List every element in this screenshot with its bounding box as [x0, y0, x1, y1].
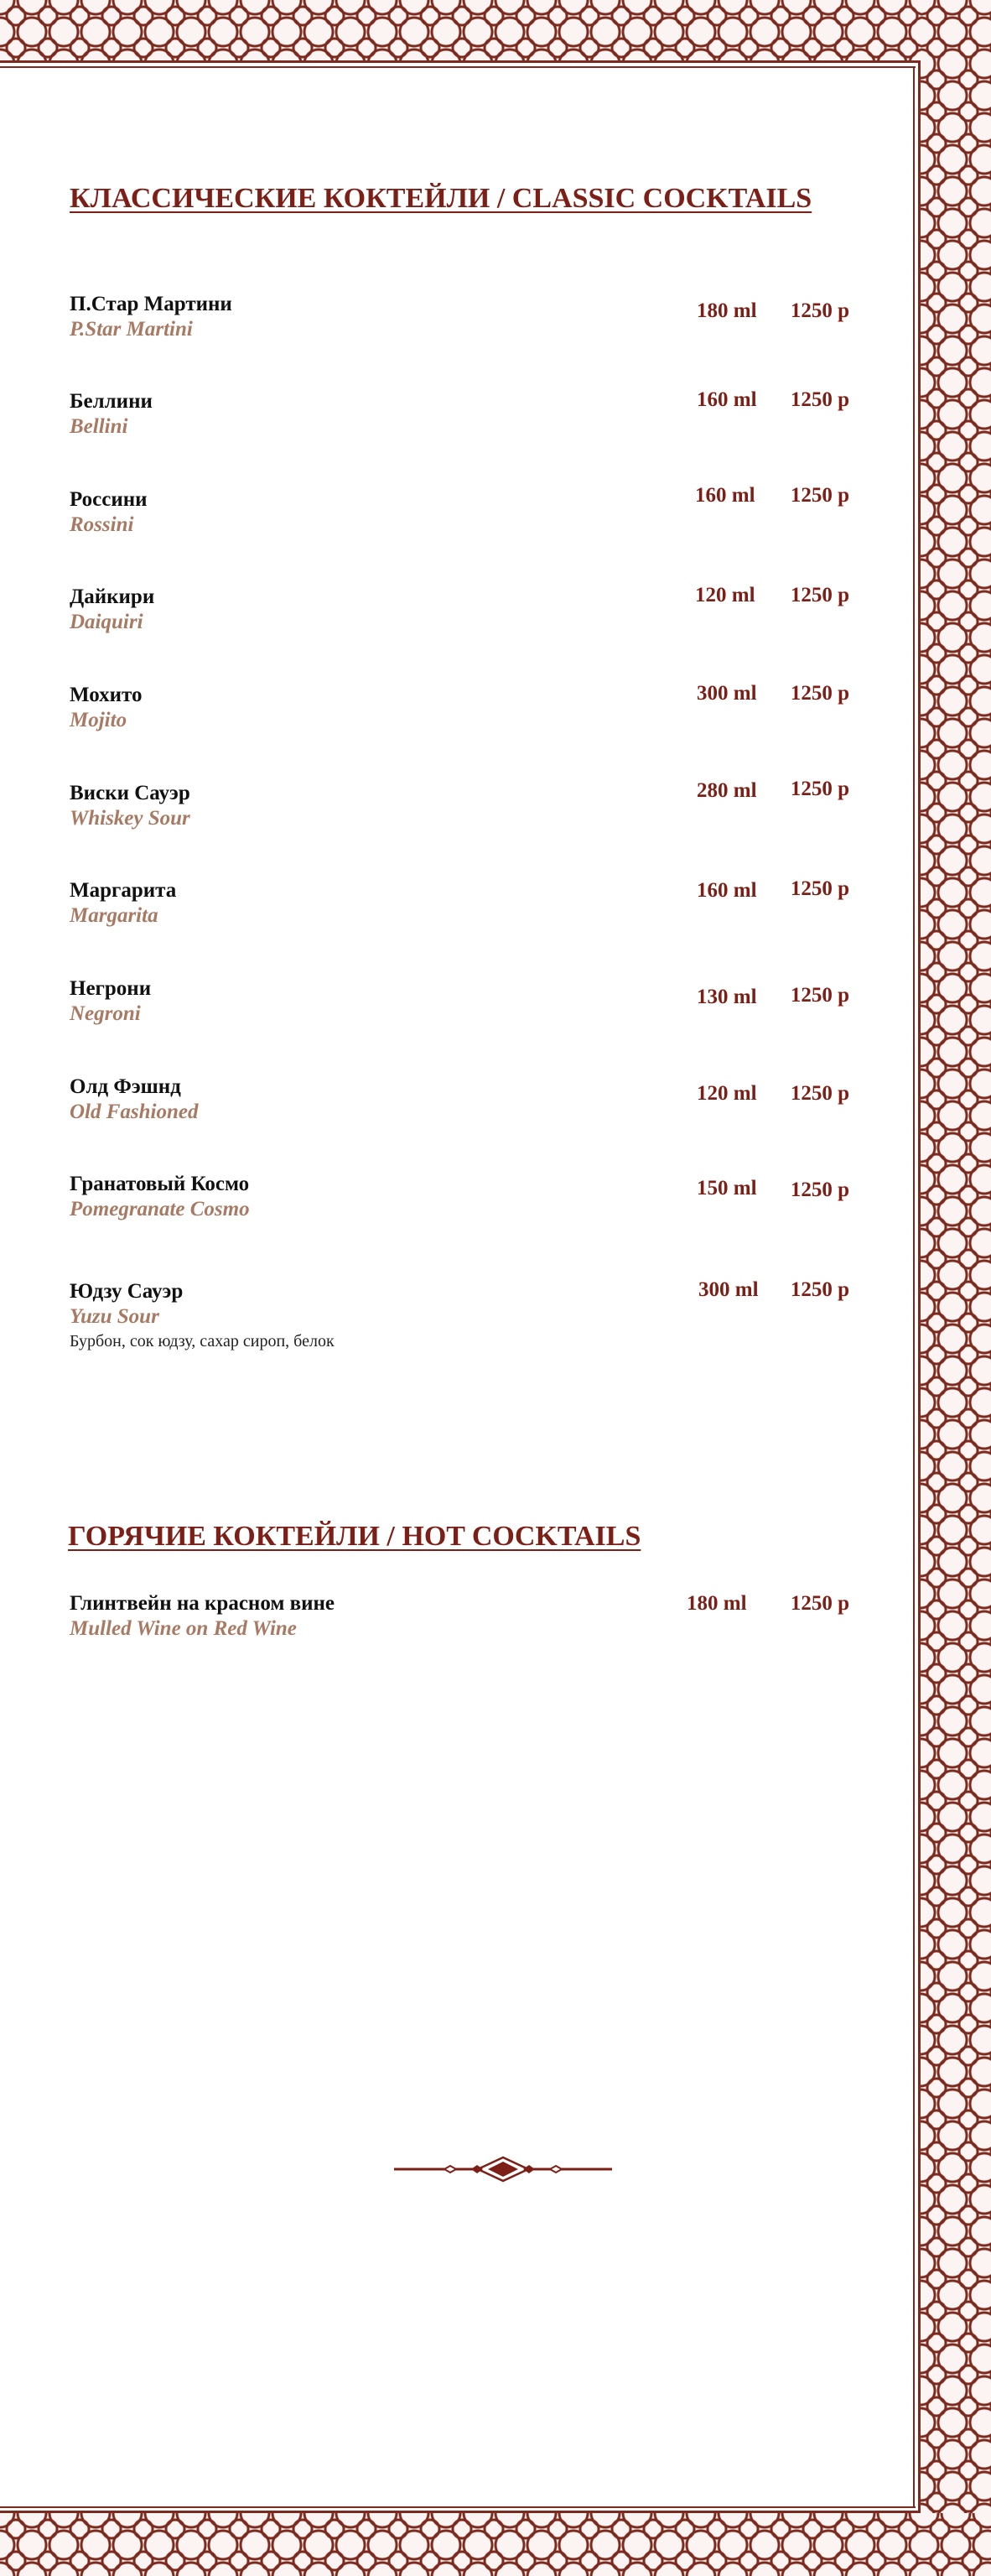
menu-item	[70, 976, 849, 1027]
item-price: 1250 р	[790, 877, 849, 900]
item-price: 1250 р	[790, 1082, 849, 1105]
item-name-en: Mojito	[70, 709, 127, 731]
item-name-ru: Мохито	[70, 684, 143, 706]
item-price: 1250 р	[790, 1592, 849, 1615]
item-name-ru: П.Стар Мартини	[70, 293, 232, 315]
border-line	[913, 66, 915, 2508]
item-name-ru: Олд Фэшнд	[70, 1075, 181, 1098]
menu-item	[70, 1172, 849, 1222]
border-line	[0, 60, 921, 63]
item-volume: 300 ml	[697, 682, 757, 705]
menu-item	[70, 1591, 849, 1642]
item-name-ru: Юдзу Сауэр	[70, 1280, 184, 1303]
ornamental-border-bottom	[0, 2513, 991, 2576]
item-volume: 120 ml	[697, 1082, 757, 1105]
item-volume: 120 ml	[695, 584, 755, 606]
item-volume: 300 ml	[698, 1278, 759, 1301]
item-price: 1250 р	[790, 484, 849, 507]
item-price: 1250 р	[790, 1278, 849, 1301]
ornamental-divider-icon	[394, 2152, 612, 2186]
item-price: 1250 р	[790, 1179, 849, 1201]
menu-item	[70, 1279, 849, 1353]
item-price: 1250 р	[790, 682, 849, 705]
item-name-ru: Россини	[70, 488, 148, 511]
menu-item	[70, 389, 849, 440]
item-description: Бурбон, сок юдзу, сахар сироп, белок	[70, 1332, 335, 1350]
item-price: 1250 р	[790, 778, 849, 800]
item-name-en: P.Star Martini	[70, 318, 193, 341]
item-price: 1250 р	[790, 388, 849, 411]
section-title-classic: КЛАССИЧЕСКИЕ КОКТЕЙЛИ / CLASSIC COCKTAILS	[70, 183, 812, 214]
item-name-ru: Гранатовый Космо	[70, 1173, 250, 1195]
section-title-hot: ГОРЯЧИЕ КОКТЕЙЛИ / HOT COCKTAILS	[68, 1521, 641, 1552]
border-line	[0, 2506, 916, 2508]
item-name-en: Rossini	[70, 513, 134, 536]
item-volume: 160 ml	[697, 388, 757, 411]
menu-item	[70, 1075, 849, 1125]
item-name-en: Margarita	[70, 904, 158, 927]
item-volume: 180 ml	[687, 1592, 747, 1615]
item-volume: 150 ml	[697, 1177, 757, 1200]
menu-item	[70, 683, 849, 733]
item-volume: 160 ml	[697, 879, 757, 902]
item-name-en: Whiskey Sour	[70, 807, 190, 830]
border-line	[0, 2511, 921, 2513]
item-price: 1250 р	[790, 584, 849, 606]
menu-item	[70, 292, 849, 342]
item-name-en: Daiquiri	[70, 611, 143, 633]
item-price: 1250 р	[790, 299, 849, 322]
item-volume: 180 ml	[697, 299, 757, 322]
border-line	[918, 60, 921, 2513]
item-name-en: Old Fashioned	[70, 1101, 199, 1123]
item-name-en: Negroni	[70, 1002, 141, 1025]
item-name-ru: Маргарита	[70, 879, 177, 902]
border-line	[0, 66, 916, 68]
item-name-en: Pomegranate Cosmo	[70, 1198, 250, 1220]
item-name-en: Bellini	[70, 415, 128, 438]
item-price: 1250 р	[790, 984, 849, 1007]
menu-item	[70, 484, 849, 538]
item-volume: 160 ml	[695, 484, 755, 507]
item-name-ru: Беллини	[70, 390, 153, 413]
item-name-ru: Дайкири	[70, 585, 155, 608]
item-volume: 280 ml	[697, 779, 757, 802]
menu-item	[70, 778, 849, 831]
item-name-ru: Глинтвейн на красном вине	[70, 1592, 335, 1615]
item-name-ru: Негрони	[70, 977, 152, 1000]
item-name-en: Mulled Wine on Red Wine	[70, 1617, 297, 1640]
item-name-ru: Виски Сауэр	[70, 782, 190, 804]
ornamental-border-top	[0, 0, 991, 60]
menu-item	[70, 585, 849, 635]
ornamental-border-right	[921, 0, 991, 2576]
menu-item	[70, 878, 849, 929]
item-volume: 130 ml	[697, 986, 757, 1008]
item-name-en: Yuzu Sour	[70, 1305, 159, 1328]
